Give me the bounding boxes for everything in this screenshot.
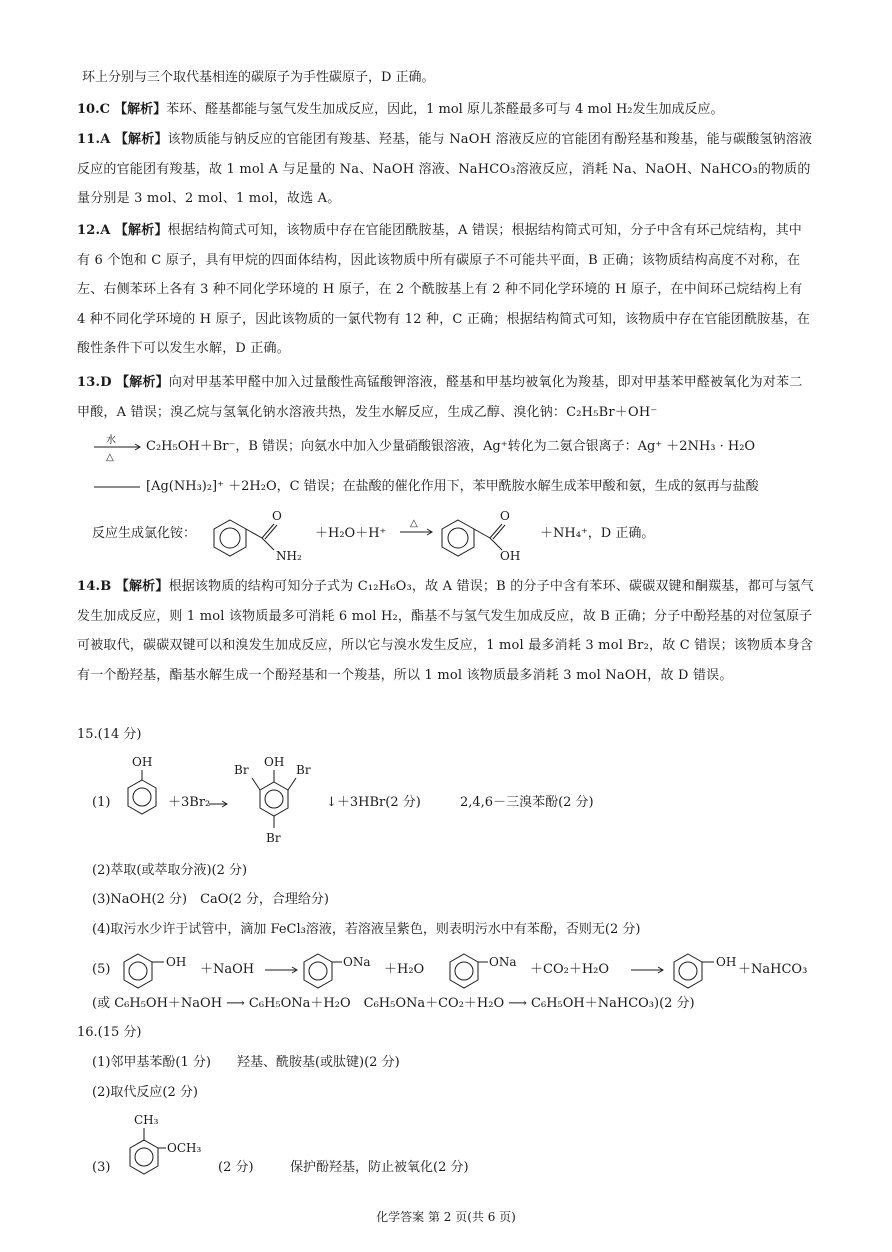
- analysis-tag: 【解析】: [114, 102, 167, 117]
- oh-label: OH: [132, 755, 153, 769]
- question-number: 14.B: [77, 579, 112, 594]
- phenol-structure: [116, 752, 166, 824]
- bromine-label: Br: [266, 831, 281, 845]
- text-line: C₂H₅OH＋Br⁻，B 错误；向氨水中加入少量硝酸银溶液，Ag⁺转化为二氨合银离子：Ag⁺ ＋2NH₃ · H₂O: [146, 439, 756, 454]
- bromine-label: Br: [296, 763, 311, 777]
- reaction-arrow: [92, 432, 146, 462]
- text-line: 保护酚羟基，防止被氧化(2 分): [290, 1160, 469, 1175]
- nh2-label: NH₂: [276, 549, 302, 562]
- benzoic-acid-structure: [428, 506, 538, 562]
- arrow-condition-bottom: △: [106, 452, 114, 462]
- oxygen-label: O: [500, 509, 510, 523]
- subquestion-label: (1): [92, 795, 111, 810]
- methylanisole-structure: [118, 1110, 218, 1186]
- analysis-text: 苯环、醛基都能与氢气发生加成反应，因此，1 mol 原儿茶醛最多可与 4 mol H₂发生加成反应。: [166, 102, 724, 117]
- question-number: 11.A: [77, 132, 111, 147]
- heat-symbol: △: [410, 518, 418, 529]
- reaction-arrow: [630, 962, 666, 978]
- analysis-text: 向对甲基苯甲醛中加入过量酸性高锰酸钾溶液，醛基和甲基均被氧化为羧基，即对甲基苯甲醛被氧化为对苯二甲酸，A 错误；溴乙烷与氢氧化钠水溶液共热，发生水解反应，生成乙醇、溴化钠：C₂H₅Br＋OH⁻: [77, 375, 803, 420]
- subquestion-4: (4)取污水少许于试管中，滴加 FeCl₃溶液，若溶液呈紫色，则表明污水中有苯酚，否则无(2 分): [92, 922, 641, 937]
- oxygen-label: O: [272, 509, 282, 523]
- analysis-text: 根据该物质的结构可知分子式为 C₁₂H₆O₃，故 A 错误；B 的分子中含有苯环、碳碳双键和酮羰基，都可与氢气发生加成反应，则 1 mol 该物质最多可消耗 6 mol H₂，酯基不与氢气发生加成反应，故 B 正确；分子中酚羟基的对位氢原子可被取代，碳碳双键可以和溴发生加成反应，所以它与溴水发生反应，1 mol 最多消耗 3 mol Br₂，故 C 错误；该物质本身含有一个酚羟基，酯基水解生成一个酚羟基和一个羧基，所以 1 mol 该物质最多消耗 3 mol NaOH，故 D 错误。: [77, 579, 814, 683]
- analysis-text: 该物质能与钠反应的官能团有羧基、羟基，能与 NaOH 溶液反应的官能团有酚羟基和羧基，能与碳酸氢钠溶液反应的官能团有羧基，故 1 mol A 与足量的 Na、NaOH 溶液、NaHCO₃溶液反应，消耗 Na、NaOH、NaHCO₃的物质的量分别是 3 mol、2 mol、1 mol，故选 A。: [77, 132, 813, 206]
- benzamide-structure: [200, 506, 310, 562]
- question-number: 12.A: [77, 223, 111, 238]
- oh-label: OH: [500, 549, 521, 562]
- ch3-label: CH₃: [134, 1113, 159, 1127]
- text-line: ＋NH₄⁺，D 正确。: [540, 526, 655, 541]
- subquestion-label: (5): [92, 962, 111, 977]
- och3-label: OCH₃: [167, 1141, 202, 1155]
- subquestion-label: (3): [92, 1160, 111, 1175]
- text-line: ↓＋3HBr(2 分): [326, 795, 421, 810]
- analysis-tag: 【解析】: [114, 132, 168, 147]
- sodium-phenoxide-structure: [298, 950, 384, 990]
- subquestion-2: (2)萃取(或萃取分液)(2 分): [92, 863, 248, 878]
- text-line: 环上分别与三个取代基相连的碳原子为手性碳原子，D 正确。: [82, 70, 435, 85]
- subquestion-1: (1)邻甲基苯酚(1 分) 羟基、酰胺基(或肽键)(2 分): [92, 1055, 400, 1070]
- question-13: [77, 368, 815, 427]
- alternate-equation: (或 C₆H₅OH＋NaOH ⟶ C₆H₅ONa＋H₂O C₆H₅ONa＋CO₂＋H₂O ⟶ C₆H₅OH＋NaHCO₃)(2 分): [92, 996, 695, 1011]
- tribromophenol-structure: [228, 752, 324, 852]
- text-line: ＋H₂O: [384, 962, 425, 977]
- phenol-structure: [118, 950, 196, 990]
- sodium-phenoxide-structure: [444, 950, 530, 990]
- question-number: 13.D: [77, 375, 112, 390]
- question-15-heading: 15.(14 分): [77, 727, 142, 742]
- oh-label: OH: [264, 755, 285, 769]
- text-line: 反应生成氯化铵：: [92, 526, 197, 541]
- equals-arrow: [92, 472, 142, 502]
- oh-label: OH: [716, 955, 737, 969]
- text-line: 2,4,6－三溴苯酚(2 分): [460, 795, 594, 810]
- bromine-label: Br: [234, 763, 249, 777]
- page-footer: 化学答案 第 2 页(共 6 页): [376, 1210, 516, 1224]
- text-line: ＋3Br₂: [168, 795, 211, 810]
- question-14: [77, 572, 815, 690]
- analysis-tag: 【解析】: [116, 375, 169, 390]
- subquestion-2: (2)取代反应(2 分): [92, 1085, 198, 1100]
- reaction-arrow: [208, 798, 230, 810]
- phenol-structure: [668, 950, 746, 990]
- question-16-heading: 16.(15 分): [77, 1025, 142, 1040]
- ona-label: ONa: [489, 955, 517, 969]
- text-line: ＋H₂O＋H⁺: [315, 526, 387, 541]
- text-line: [Ag(NH₃)₂]⁺ ＋2H₂O，C 错误；在盐酸的催化作用下，苯甲酰胺水解生成苯甲酸和氨，生成的氨再与盐酸: [146, 479, 759, 494]
- question-12: [77, 216, 815, 364]
- oh-label: OH: [166, 955, 187, 969]
- text-line: ＋CO₂＋H₂O: [530, 962, 610, 977]
- ona-label: ONa: [343, 955, 371, 969]
- question-number: 10.C: [77, 102, 110, 117]
- subquestion-3: (3)NaOH(2 分) CaO(2 分，合理给分): [92, 892, 329, 907]
- analysis-text: 根据结构简式可知，该物质中存在官能团酰胺基，A 错误；根据结构简式可知，分子中含有环己烷结构，其中有 6 个饱和 C 原子，具有甲烷的四面体结构，因此该物质中所有碳原子不可能共平面，B 正确；该物质结构高度不对称，在左、右侧苯环上各有 3 种不同化学环境的 H 原子，在 2 个酰胺基上有 2 种不同化学环境的 H 原子，在中间环己烷结构上有 4 种不同化学环境的 H 原子，因此该物质的一氯代物有 12 种，C 正确；根据结构简式可知，该物质中存在官能团酰胺基，在酸性条件下可以发生水解，D 正确。: [77, 223, 811, 356]
- analysis-tag: 【解析】: [115, 579, 169, 594]
- analysis-tag: 【解析】: [114, 223, 168, 238]
- question-11: [77, 125, 815, 214]
- text-line: (2 分): [218, 1160, 254, 1175]
- question-10: [77, 100, 724, 120]
- reaction-arrow: [264, 962, 300, 978]
- arrow-condition-top: 水: [106, 435, 116, 446]
- text-line: ＋NaHCO₃: [738, 962, 808, 977]
- text-line: ＋NaOH: [200, 962, 255, 977]
